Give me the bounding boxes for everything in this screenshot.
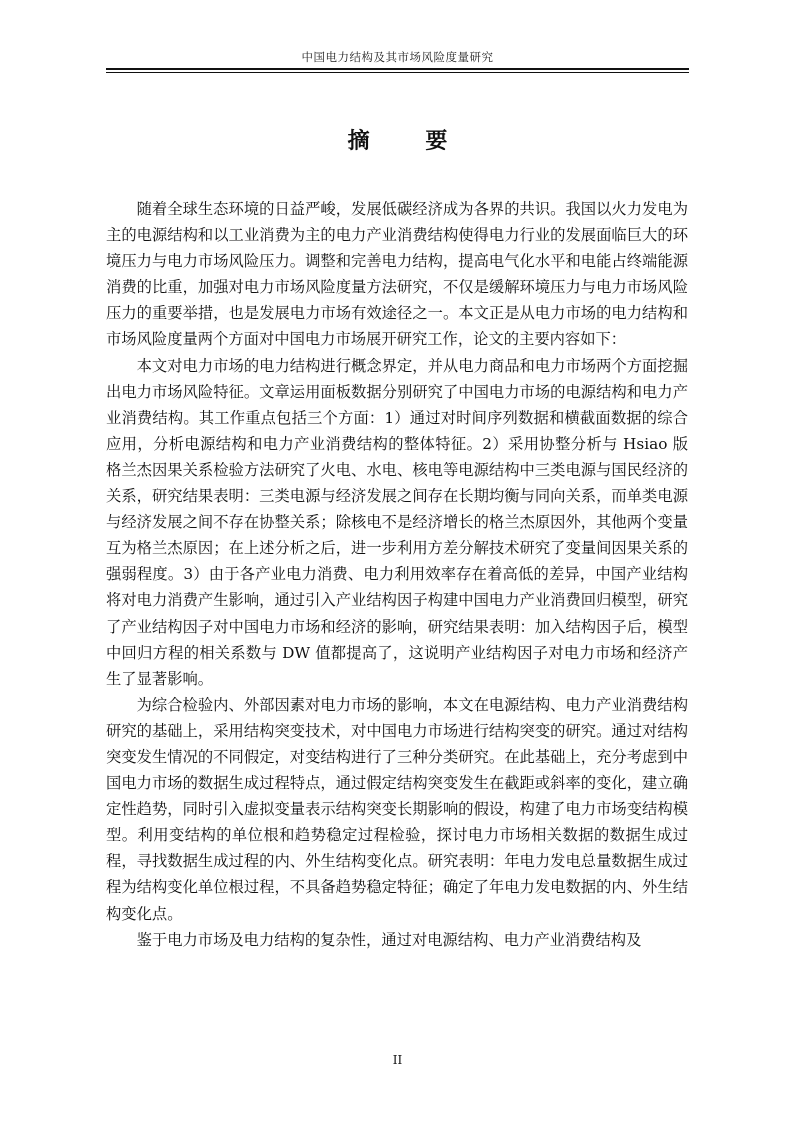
page-number: II <box>392 1053 403 1067</box>
abstract-paragraph: 随着全球生态环境的日益严峻，发展低碳经济成为各界的共识。我国以火力发电为主的电源结构和以工业消费为主的电力产业消费结构使得电力行业的发展面临巨大的环境压力与电力市场风险压力。调整和完善电力结构，提高电气化水平和电能占终端能源消费的比重，加强对电力市场风险度量方法研究，不仅是缓解环境压力与电力市场风险压力的重要举措，也是发展电力市场有效途径之一。本文正是从电力市场的电力结构和市场风险度量两个方面对中国电力市场展开研究工作，论文的主要内容如下： <box>106 200 688 349</box>
header-rule-thin <box>106 72 689 73</box>
running-header-title: 中国电力结构及其市场风险度量研究 <box>301 50 494 64</box>
abstract-paragraph: 鉴于电力市场及电力结构的复杂性，通过对电源结构、电力产业消费结构及 <box>136 930 642 949</box>
header-rule-thick <box>106 68 689 70</box>
abstract-body <box>106 196 688 953</box>
abstract-title: 摘 要 <box>347 128 472 154</box>
abstract-paragraph: 为综合检验内、外部因素对电力市场的影响，本文在电源结构、电力产业消费结构研究的基础上，采用结构突变技术，对中国电力市场进行结构突变的研究。通过对结构突变发生情况的不同假定，对变结构进行了三种分类研究。在此基础上，充分考虑到中国电力市场的数据生成过程特点，通过假定结构突变发生在截距或斜率的变化，建立确定性趋势，同时引入虚拟变量表示结构突变长期影响的假设，构建了电力市场变结构模型。利用变结构的单位根和趋势稳定过程检验，探讨电力市场相关数据的数据生成过程，寻找数据生成过程的内、外生结构变化点。研究表明：年电力发电总量数据生成过程为结构变化单位根过程，不具备趋势稳定特征；确定了年电力发电数据的内、外生结构变化点。 <box>106 695 688 923</box>
abstract-paragraph: 本文对电力市场的电力结构进行概念界定，并从电力商品和电力市场两个方面挖掘出电力市场风险特征。文章运用面板数据分别研究了中国电力市场的电源结构和电力产业消费结构。其工作重点包括三个方面：1）通过对时间序列数据和横截面数据的综合应用，分析电源结构和电力产业消费结构的整体特征。2）采用协整分析与 Hsiao 版格兰杰因果关系检验方法研究了火电、水电、核电等电源结构中三类电源与国民经济的关系，研究结果表明：三类电源与经济发展之间存在长期均衡与同向关系，而单类电源与经济发展之间不存在协整关系；除核电不是经济增长的格兰杰原因外，其他两个变量互为格兰杰原因；在上述分析之后，进一步利用方差分解技术研究了变量间因果关系的强弱程度。3）由于各产业电力消费、电力利用效率存在着高低的差异，中国产业结构将对电力消费产生影响，通过引入产业结构因子构建中国电力产业消费回归模型，研究了产业结构因子对中国电力市场和经济的影响，研究结果表明：加入结构因子后，模型中回归方程的相关系数与 DW 值都提高了，这说明产业结构因子对电力市场和经济产生了显著影响。 <box>106 356 688 688</box>
